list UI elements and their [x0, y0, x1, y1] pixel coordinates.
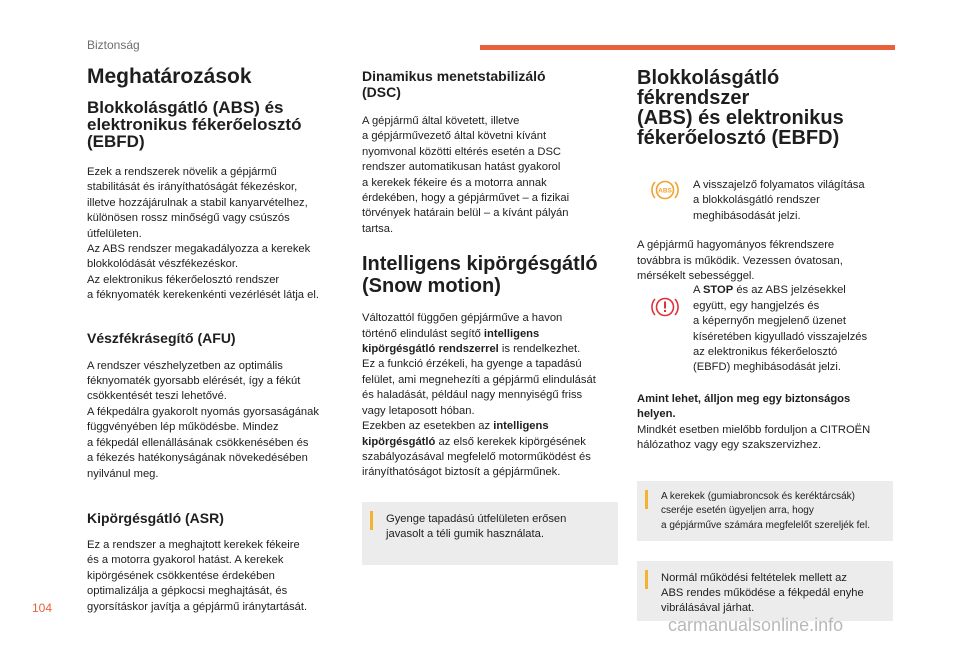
- afu-heading: Vészfékrásegítő (AFU): [87, 329, 236, 346]
- abs-heading: Blokkolásgátló (ABS) és elektronikus fékerőelosztó (EBFD): [87, 98, 302, 151]
- stop-safely-text: [637, 392, 893, 454]
- abs-warning-icon: [637, 178, 693, 202]
- stop-safely-rest: Mindkét esetben mielőbb forduljon a CITROËN hálózathoz vagy egy szakszervizhez.: [637, 423, 871, 452]
- abs-icon-label: ABS: [658, 187, 672, 195]
- stop-text: és az ABS jelzésekkel együtt, egy hangjelzés és a képernyőn megjelenő üzenet kíséretében kigyulladó visszajelzés az elektronikus fékerőelosztó (EBFD) meghibásodását jelzi.: [693, 284, 868, 374]
- snow-text-part: Változattól függően gépjárműve a havon történő elindulást segítő: [362, 312, 563, 340]
- snow-motion-paragraph: [362, 311, 618, 480]
- abs-paragraph: Ezek a rendszerek növelik a gépjármű stabilitását és irányíthatóságát fékezéskor, illetve hozzájárulnak a stabil kanyarvételhez, különösen rossz minőségű vagy csúszós útfelületen. Az ABS rendszer megakadályozza a kerekek blokkolódását vészfékezéskor. Az elektronikus fékerőelosztó rendszer a féknyomaték kerekenkénti vezérlését látja el.: [87, 166, 319, 302]
- snow-motion-heading: Intelligens kipörgésgátló (Snow motion): [362, 253, 598, 298]
- column-left: [87, 65, 343, 615]
- dsc-paragraph: A gépjármű által követett, illetve a gépjárművezető által követni kívánt nyomvonal közötti eltérés esetén a DSC rendszer automatikusan hatást gyakorol a kerekek fékeire és a motorra annak érdekében, hogy a gépjárművet – a fizikai törvények határain belül – a kívánt pályán tartsa.: [362, 115, 570, 235]
- snow-text-part: az első kerekek kipörgésének szabályozásával megfelelő motorműködést és irányíthatóságot biztosít a gépjárműnek.: [362, 435, 591, 479]
- winter-tyre-note: [362, 502, 618, 565]
- stop-safely-bold: Amint lehet, álljon meg egy biztonságos helyen.: [637, 392, 851, 421]
- stop-word: STOP: [702, 284, 734, 297]
- column-right: [637, 65, 893, 621]
- asr-paragraph: Ez a rendszer a meghajtott kerekek fékeire és a motorra gyakorol hatást. A kerekek kipörgésének csökkentése érdekében optimalizálja a gépkocsi meghajtását, és gyorsításkor javítja a gépjármű iránytartását.: [87, 538, 308, 613]
- page-number: 104: [32, 601, 53, 615]
- winter-tyre-note-text: Gyenge tapadású útfelületen erősen javasolt a téli gumik használata.: [386, 512, 567, 541]
- note-marker-icon: [645, 570, 648, 573]
- snow-bold-part: intelligens kipörgésgátló: [362, 420, 549, 448]
- stop-prefix: A: [693, 284, 703, 297]
- section-label: Biztonság: [87, 38, 140, 52]
- conventional-braking-text: A gépjármű hagyományos fékrendszere továbbra is működik. Vezessen óvatosan, mérsékelt sebességgel.: [637, 239, 843, 283]
- ebfd-warning-text: [693, 283, 867, 375]
- watermark: carmanualsonline.info: [668, 615, 844, 635]
- stop-warning-icon: [637, 283, 693, 319]
- page-title: Meghatározások: [87, 65, 252, 88]
- dsc-heading: Dinamikus menetstabilizáló (DSC): [362, 68, 546, 100]
- snow-bold-part: intelligens kipörgésgátló rendszerrel: [362, 327, 540, 356]
- column-middle: [362, 65, 618, 565]
- note-marker-icon: [370, 511, 373, 514]
- afu-paragraph: A rendszer vészhelyzetben az optimális féknyomaték gyorsabb elérését, így a fékút csökkentését teszi lehetővé. A fékpedálra gyakorolt nyomás gyorsaságának függvényében lép működésbe. Mindez a fékpedál ellenállásának csökkenésében és a fékezés hatékonyságának növekedésében nyilvánul meg.: [87, 359, 319, 480]
- abs-ebfd-heading: Blokkolásgátló fékrendszer (ABS) és elektronikus fékerőelosztó (EBFD): [637, 67, 844, 149]
- abs-warning-text: A visszajelző folyamatos világítása a blokkolásgátló rendszer meghibásodását jelzi.: [693, 179, 865, 222]
- snow-text-part: is rendelkezhet. Ez a funkció érzékeli, ha gyenge a tapadású felület, ami megnehezíti a gépjármű elindulását és haladását, például nagy mennyiségű friss vagy letaposott hóban. Ezekben az esetekben az: [362, 343, 596, 433]
- wheel-replacement-note: [637, 481, 893, 541]
- pedal-vibration-note: [637, 561, 893, 621]
- asr-heading: Kipörgésgátló (ASR): [87, 509, 224, 526]
- note-marker-icon: [645, 490, 648, 493]
- wheel-replacement-note-text: A kerekek (gumiabroncsok és keréktárcsák) cseréje esetén ügyeljen arra, hogy a gépjárműve számára megfelelőt szereljék fel.: [661, 490, 870, 531]
- stop-warning-row: [637, 283, 893, 375]
- abs-warning-row: [637, 178, 893, 224]
- pedal-vibration-note-text: Normál működési feltételek mellett az ABS rendes működése a fékpedál enyhe vibrálásával járhat.: [661, 571, 864, 615]
- header-accent-bar: [480, 45, 895, 50]
